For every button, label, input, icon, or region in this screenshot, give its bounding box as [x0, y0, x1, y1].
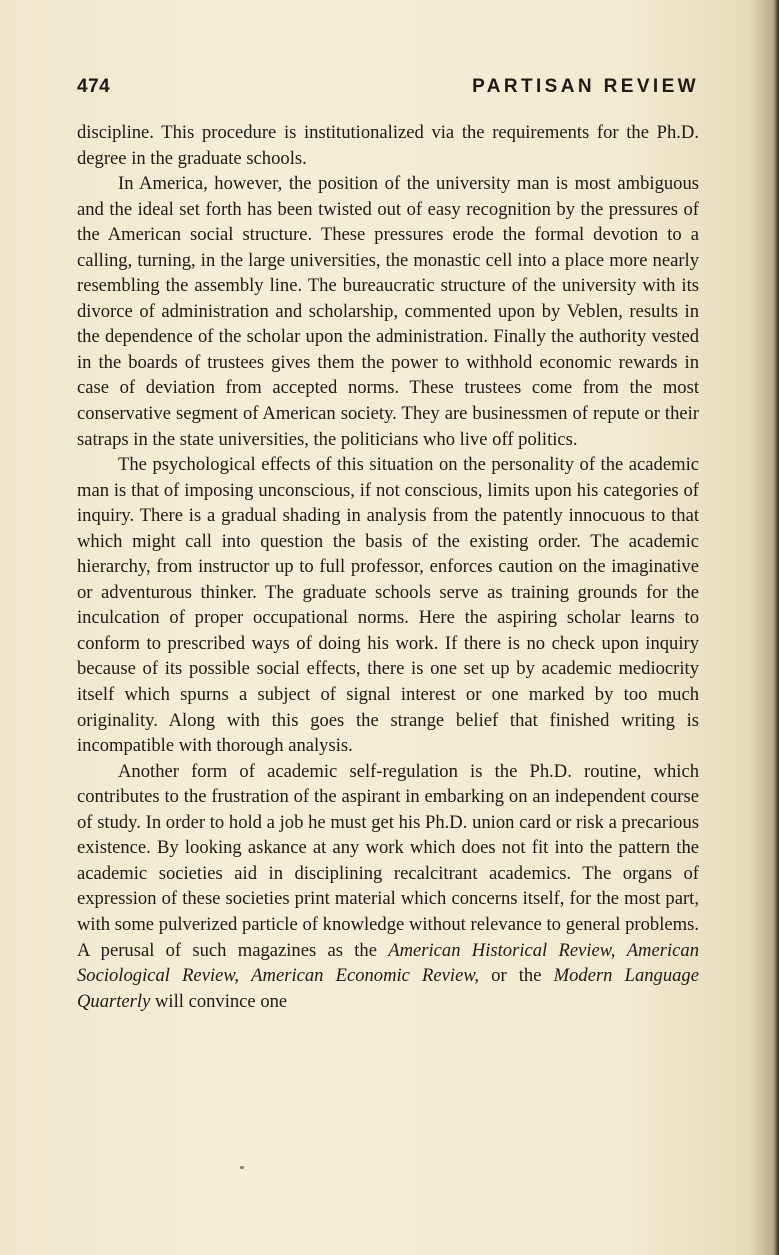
paragraph: discipline. This procedure is institutionalized via the requirements for the Ph.D. degree in the graduate schools. — [77, 122, 699, 169]
journal-name: American Historical Review, — [388, 939, 616, 961]
separator-text — [239, 965, 251, 986]
paragraph-text: Another form of academic self-regulation is the Ph.D. routine, which contributes to the frustration of the aspirant in embarking on an independent course of study. In order to hold a job he must get his Ph.D. union card or risk a precarious existence. By looking askance at any work which does not fit into the pattern the academic societies aid in disciplining recalcitrant academics. The organs of expression of these societies print material which concerns itself, for the most part, with some pulverized particle of knowledge without relevance to general problems. A perusal of such magazines as the — [77, 760, 699, 961]
page-edge-shadow — [773, 0, 779, 1255]
running-head — [77, 76, 699, 102]
journal-name: Modern Language Quarterly — [77, 965, 699, 1012]
page-number: 474 — [77, 76, 111, 97]
paragraph-text: will convince one — [150, 990, 288, 1012]
paragraph: The psychological effects of this situation on the personality of the academic man is that of imposing unconscious, if not conscious, limits upon his categories of inquiry. There is a gradual shading in analysis from the patently innocuous to that which might call into question the basis of the existing order. The academic hierarchy, from instructor up to full professor, enforces caution on the imaginative or adventurous thinker. The graduate schools serve as training grounds for the inculcation of proper occupational norms. Here the aspiring scholar learns to conform to prescribed ways of doing his work. If there is no check upon inquiry because of its possible social effects, there is one set up by academic mediocrity itself which spurns a subject of signal interest or one marked by too much originality. Along with this goes the strange belief that finished writing is incompatible with thorough analysis. — [77, 454, 699, 757]
ink-speck — [240, 1166, 244, 1169]
body-text — [77, 120, 699, 1014]
paragraph — [77, 759, 699, 1014]
separator-text: or the — [479, 965, 554, 987]
journal-title: PARTISAN REVIEW — [472, 76, 699, 97]
journal-name: American Economic Review, — [251, 965, 480, 987]
paragraph: In America, however, the position of the university man is most ambiguous and the ideal set forth has been twisted out of easy recognition by the pressures of the American social structure. These pressures erode the formal devotion to a calling, turning, in the large universities, the monastic cell into a place more nearly resembling the assembly line. The bureaucratic structure of the university with its divorce of administration and scholarship, commented upon by Veblen, results in the dependence of the scholar upon the administration. Finally the authority vested in the boards of trustees gives them the power to withhold economic rewards in case of deviation from accepted norms. These trustees come from the most conservative segment of American society. They are businessmen of repute or their satraps in the state universities, the politicians who live off politics. — [77, 173, 699, 450]
journal-name: American Sociological Review, — [77, 939, 699, 987]
separator-text — [615, 940, 626, 961]
